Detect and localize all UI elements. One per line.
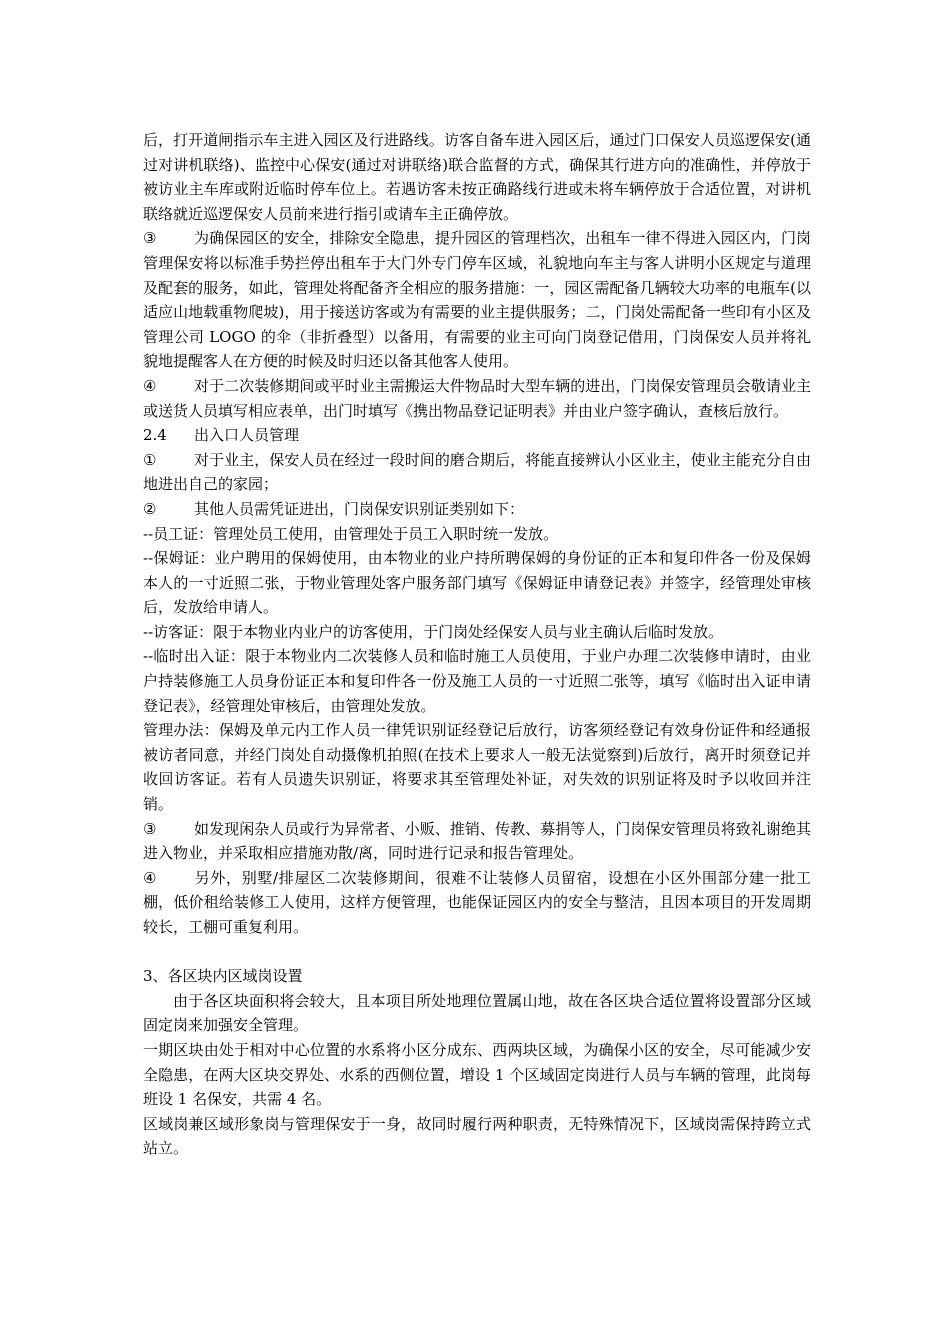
item-text: 为确保园区的安全，排除安全隐患，提升园区的管理档次，出租车一律不得进入园区内，门岗管理保安将以标准手势拦停出租车于大门外专门停车区域，礼貌地向车主与客人讲明小区规定与道理及配套的服务，如此，管理处将配备齐全相应的服务措施：一，园区需配备几辆较大功率的电瓶车(以适应山地载重物爬坡)，用于接送访客或为有需要的业主提供服务；二，门岗处需配备一些印有小区及管理公司 LOGO 的伞（非折叠型）以备用，有需要的业主可向门岗登记借用，门岗保安人员并将礼貌地提醒客人在方便的时候及时归还以备其他客人使用。 xyxy=(143,229,811,371)
section-3-paragraph-2: 一期区块由处于相对中心位置的水系将小区分成东、西两块区域，为确保小区的安全，尽可能减少安全隐患，在两大区块交界处、水系的西侧位置，增设 1 个区域固定岗进行人员与车辆的管理，此岗每班设 1 名保安，共需 4 名。 xyxy=(143,1040,811,1109)
management-method: 管理办法：保姆及单元内工作人员一律凭识别证经登记后放行，访客须经登记有效身份证件和经通报被访者同意，并经门岗处自动摄像机拍照(在技术上要求人一般无法觉察到)后放行，离开时须登记并收回访客证。若有人员遗失识别证，将要求其至管理处补证，对失效的识别证将及时予以收回并注销。 xyxy=(143,721,811,814)
list-item-vehicle-4 xyxy=(143,374,811,423)
item-number: ① xyxy=(143,450,157,469)
section-heading-3: 3、各区块内区域岗设置 xyxy=(143,967,303,986)
section-3-paragraph-3: 区域岗兼区域形象岗与管理保安于一身，故同时履行两种职责，无特殊情况下，区域岗需保持跨立式站立。 xyxy=(143,1114,811,1158)
item-number: ④ xyxy=(143,868,157,887)
card-type-temporary: --临时出入证：限于本物业内二次装修人员和临时施工人员使用，于业户办理二次装修申请时，由业户持装修施工人员身份证正本和复印件各一份及施工人员的一寸近照二张等，填写《临时出入证申请登记表》，经管理处审核后，由管理处发放。 xyxy=(143,647,811,715)
item-text: 另外，别墅/排屋区二次装修期间，很难不让装修人员留宿，设想在小区外围部分建一批工棚，低价租给装修工人使用，这样方便管理，也能保证园区内的安全与整洁，且因本项目的开发周期较长，工棚可重复利用。 xyxy=(143,868,811,936)
item-number: ② xyxy=(143,499,157,518)
paragraph-continuation: 后，打开道闸指示车主进入园区及行进路线。访客自备车进入园区后，通过门口保安人员巡逻保安(通过对讲机联络)、监控中心保安(通过对讲联络)联合监督的方式，确保其行进方向的准确性，并停放于被访业主车库或附近临时停车位上。若遇访客未按正确路线行进或未将车辆停放于合适位置，对讲机联络就近巡逻保安人员前来进行指引或请车主正确停放。 xyxy=(143,131,811,223)
section-3-paragraph-1: 由于各区块面积将会较大，且本项目所处地理位置属山地，故在各区块合适位置将设置部分区域固定岗来加强安全管理。 xyxy=(143,991,811,1035)
item-text: 对于业主，保安人员在经过一段时间的磨合期后，将能直接辨认小区业主，使业主能充分自由地进出自己的家园； xyxy=(143,450,811,494)
item-text: 其他人员需凭证进出，门岗保安识别证类别如下： xyxy=(194,499,525,518)
item-number: ③ xyxy=(143,819,157,838)
item-text: 如发现闲杂人员或行为异常者、小贩、推销、传教、募捐等人，门岗保安管理员将致礼谢绝其进入物业，并采取相应措施劝散/离，同时进行记录和报告管理处。 xyxy=(143,819,811,863)
section-title: 出入口人员管理 xyxy=(194,426,300,445)
item-number: ④ xyxy=(143,376,157,395)
list-item-person-4 xyxy=(143,866,811,940)
list-item-person-2 xyxy=(143,497,811,522)
card-type-visitor: --访客证：限于本物业内业户的访客使用，于门岗处经保安人员与业主确认后临时发放。 xyxy=(143,622,724,641)
section-heading-2-4 xyxy=(143,423,811,448)
list-item-person-3 xyxy=(143,817,811,866)
card-type-nanny: --保姆证：业户聘用的保姆使用，由本物业的业户持所聘保姆的身份证的正本和复印件各一份及保姆本人的一寸近照二张，于物业管理处客户服务部门填写《保姆证申请登记表》并签字，经管理处审核后，发放给申请人。 xyxy=(143,549,811,617)
item-number: ③ xyxy=(143,229,157,248)
list-item-person-1 xyxy=(143,448,811,497)
list-item-vehicle-3 xyxy=(143,226,811,374)
blank-line xyxy=(143,940,811,965)
item-text: 对于二次装修期间或平时业主需搬运大件物品时大型车辆的进出，门岗保安管理员会敬请业主或送货人员填写相应表单，出门时填写《携出物品登记证明表》并由业户签字确认，查核后放行。 xyxy=(143,376,811,420)
card-type-staff: --员工证：管理处员工使用，由管理处于员工入职时统一发放。 xyxy=(143,524,559,543)
section-number: 2.4 xyxy=(143,426,167,445)
document-body xyxy=(143,128,811,1161)
